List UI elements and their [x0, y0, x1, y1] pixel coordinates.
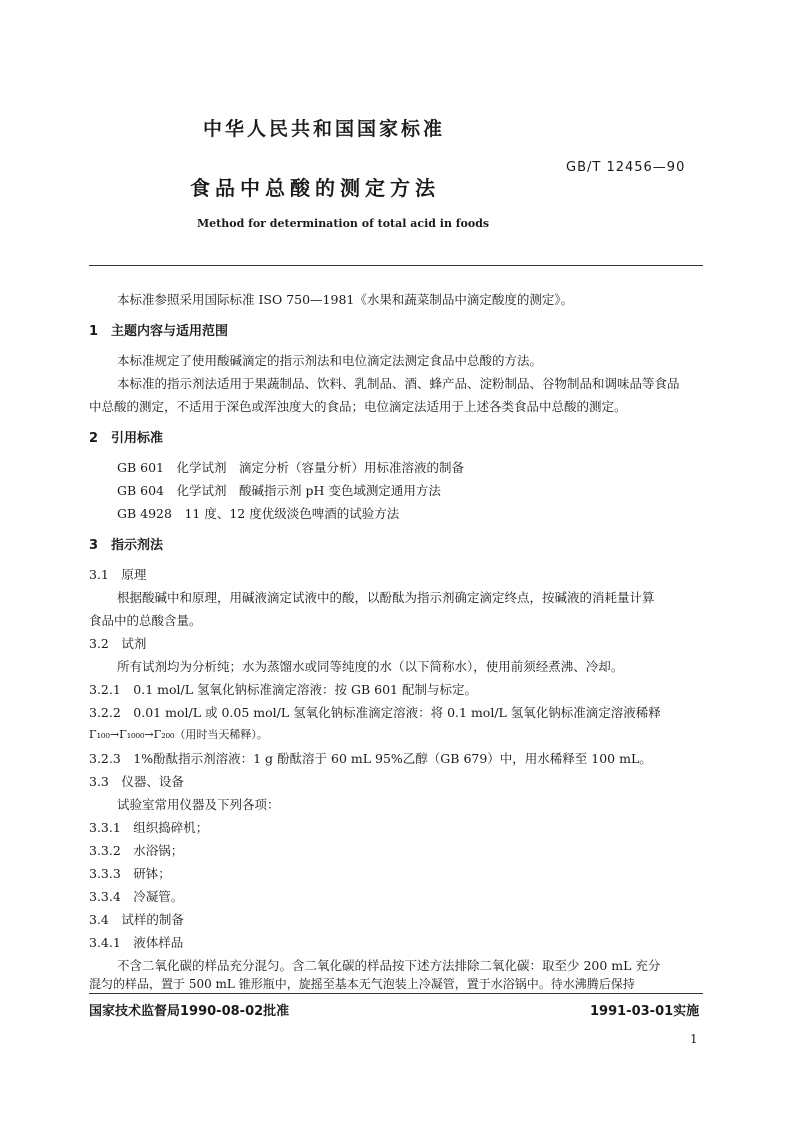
clause-3-3-2: 3.3.2 水浴锅；: [89, 843, 184, 858]
clause-3-3-4: 3.3.4 冷凝管。: [89, 889, 184, 904]
clause-3-2-1: 3.2.1 0.1 mol/L 氢氧化钠标准滴定溶液：按 GB 601 配制与标定。: [89, 682, 477, 697]
section-2-heading: 2 引用标准: [89, 431, 164, 446]
standard-number: GB/T 12456—90: [566, 160, 686, 175]
clause-3-3-1: 3.3.1 组织捣碎机；: [89, 820, 209, 835]
page-number: 1: [690, 1032, 698, 1046]
clause-3-4-1-paragraph-line-2: 混匀的样品，置于 500 mL 锥形瓶中，旋摇至基本无气泡装上冷凝管，置于水浴锅中。待水沸腾后保持: [89, 977, 635, 991]
header-rule: [89, 265, 703, 266]
reference-item: GB 601 化学试剂 滴定分析（容量分析）用标准溶液的制备: [117, 460, 465, 475]
national-standard-heading: 中华人民共和国国家标准: [203, 118, 446, 140]
section-3-heading: 3 指示剂法: [89, 538, 164, 553]
clause-3-4: 3.4 试样的制备: [89, 912, 184, 927]
clause-3-4-1-paragraph-line-3: [89, 1015, 100, 1016]
document-title: 食品中总酸的测定方法: [190, 176, 440, 200]
clause-3-2: 3.2 试剂: [89, 636, 147, 651]
clause-3-1-paragraph-line-2: 食品中的总酸含量。: [89, 613, 202, 628]
intro-paragraph: 本标准参照采用国际标准 ISO 750—1981《水果和蔬菜制品中滴定酸度的测定》。: [117, 292, 574, 307]
section-1-heading: 1 主题内容与适用范围: [89, 324, 229, 339]
approval-note: 国家技术监督局1990-08-02批准: [89, 1004, 290, 1019]
clause-3-2-paragraph: 所有试剂均为分析纯；水为蒸馏水或同等纯度的水（以下简称水），使用前须经煮沸、冷却。: [117, 659, 624, 674]
clause-3-3-paragraph: 试验室常用仪器及下列各项：: [117, 797, 280, 812]
reference-item: GB 4928 11 度、12 度优级淡色啤酒的试验方法: [117, 506, 400, 521]
implementation-date: 1991-03-01实施: [590, 1004, 700, 1019]
reference-item: GB 604 化学试剂 酸碱指示剂 pH 变色域测定通用方法: [117, 483, 441, 498]
clause-3-2-3: 3.2.3 1%酚酞指示剂溶液：1 g 酚酞溶于 60 mL 95%乙醇（GB 679）中，用水稀释至 100 mL。: [89, 751, 652, 766]
section-1-paragraph-2-line-2: 中总酸的测定，不适用于深色或浑浊度大的食品；电位滴定法适用于上述各类食品中总酸的测定。: [89, 399, 627, 414]
clause-3-2-2-line-2: Γ₁₀₀→Γ₁₀₀₀→Γ₂₀₀（用时当天稀释）。: [89, 728, 268, 741]
clause-3-1: 3.1 原理: [89, 567, 147, 582]
clause-3-1-paragraph-line-1: 根据酸碱中和原理，用碱液滴定试液中的酸，以酚酞为指示剂确定滴定终点，按碱液的消耗量计算: [117, 590, 655, 605]
section-1-paragraph-1: 本标准规定了使用酸碱滴定的指示剂法和电位滴定法测定食品中总酸的方法。: [117, 353, 543, 368]
clause-3-2-2-line-1: 3.2.2 0.01 mol/L 或 0.05 mol/L 氢氧化钠标准滴定溶液：将 0.1 mol/L 氢氧化钠标准滴定溶液稀释: [89, 705, 661, 720]
footer-rule: [89, 993, 703, 994]
clause-3-4-1: 3.4.1 液体样品: [89, 935, 184, 950]
clause-3-4-1-paragraph-line-1: 不含二氧化碳的样品充分混匀。含二氧化碳的样品按下述方法排除二氧化碳：取至少 200 mL 充分: [117, 958, 661, 973]
section-1-paragraph-2-line-1: 本标准的指示剂法适用于果蔬制品、饮料、乳制品、酒、蜂产品、淀粉制品、谷物制品和调味品等食品: [117, 376, 680, 391]
document-title-english: Method for determination of total acid in foods: [197, 217, 490, 230]
clause-3-3: 3.3 仪器、设备: [89, 774, 184, 789]
clause-3-3-3: 3.3.3 研钵；: [89, 866, 171, 881]
